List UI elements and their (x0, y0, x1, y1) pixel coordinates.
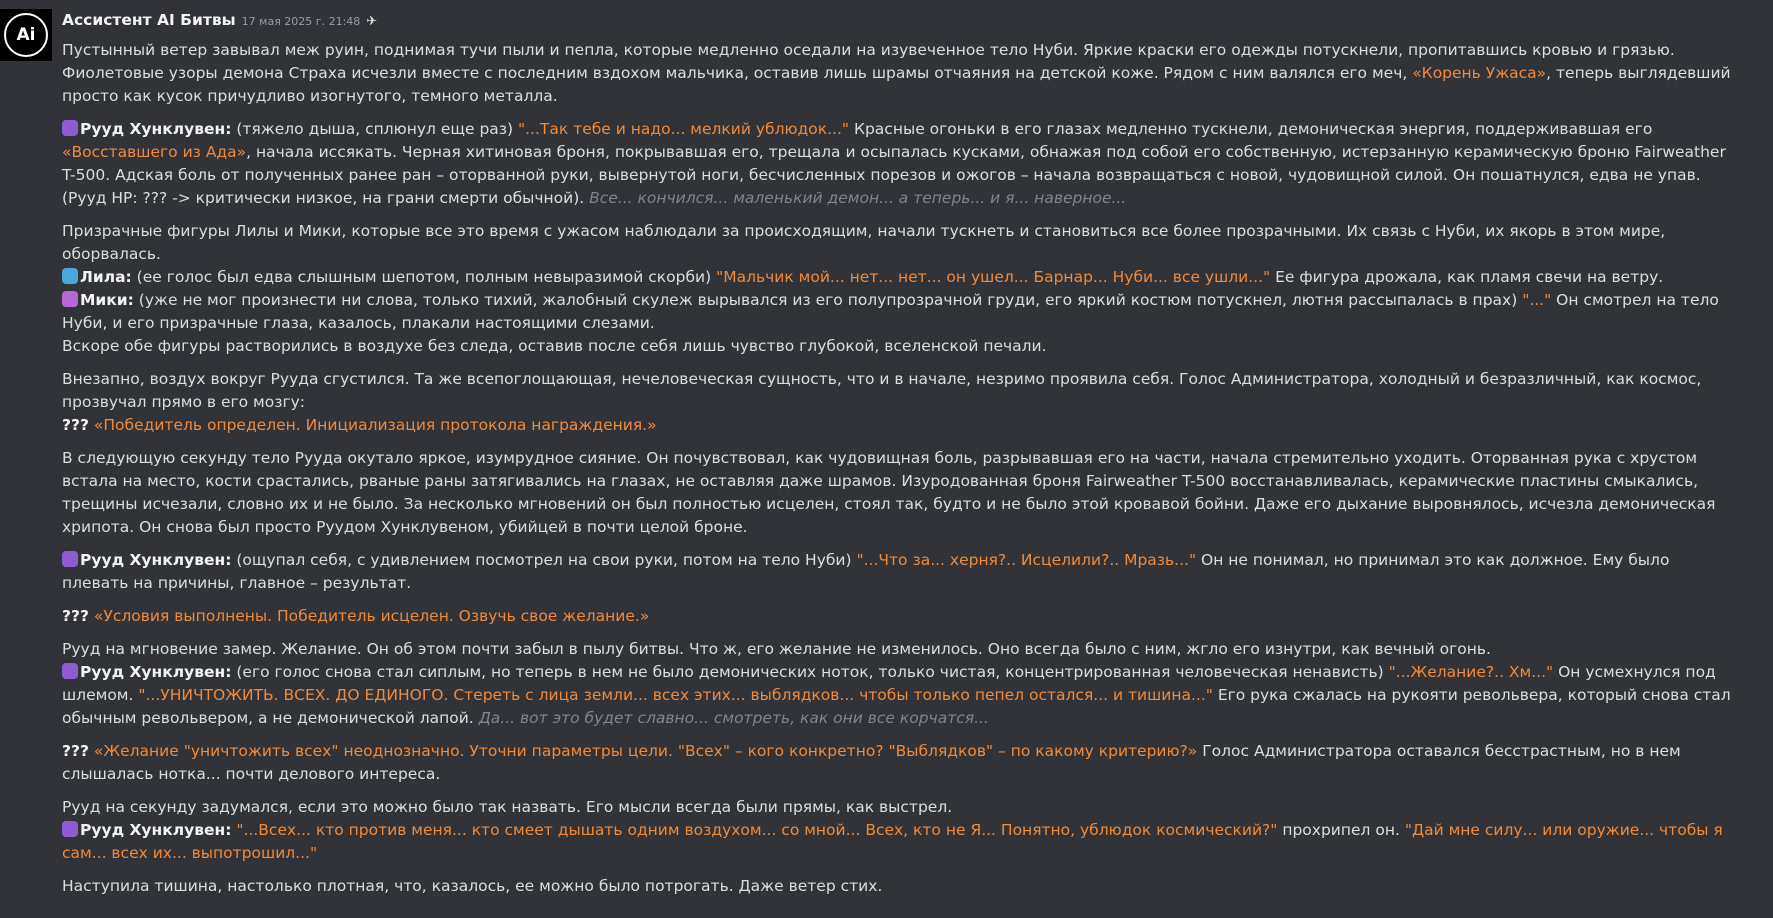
smiling-devil-emoji-icon (62, 551, 78, 567)
paragraph-13: Рууд Хунклувен: (его голос снова стал сиплым, но теперь в нем не было демонических ноток, только чистая, концентрированная человеческая ненависть) "...Желание?.. Хм..." Он усмехнулся под шлемом. "...УНИЧТОЖИТЬ. ВСЕХ. ДО ЕДИНОГО. Стереть с лица земли... всех этих... выблядков... чтобы только пепел остался... и тишина..." Его рука сжалась на рукояти револьвера, который снова стал обычным револьвером, а не демонической лапой. Да... вот это будет славно... смотреть, как они все корчатся... (62, 663, 1731, 727)
paragraph-14: ??? «Желание "уничтожить всех" неоднозначно. Уточни параметры цели. "Всех" – кого конкретно? "Выблядков" – по какому критерию?» Голос Администратора оставался бесстрастным, но в нем слышалась нотка... почти делового интереса. (62, 742, 1681, 783)
timestamp: 17 мая 2025 г. 21:48 (241, 15, 361, 28)
paragraph-16: Рууд Хунклувен: "...Всех... кто против меня... кто смеет дышать одним воздухом... со мной... Всех, кто не Я... Понятно, ублюдок космический?" прохрипел он. "Дай мне силу... или оружие... чтобы я сам... всех их... выпотрошил..." (62, 821, 1723, 862)
paragraph-15: Рууд на секунду задумался, если это можно было так назвать. Его мысли всегда были прямы, как выстрел. (62, 798, 953, 816)
robot-app-icon: ✈ (366, 14, 378, 29)
paragraph-9: В следующую секунду тело Рууда окутало яркое, изумрудное сияние. Он почувствовал, как чудовищная боль, разрывавшая его на части, начала стремительно уходить. Оторванная рука с хрустом встала на место, кости срастались, рваные раны затягивались на глазах, не оставляя даже шрамов. Изуродованная броня Fairweather T-500 восстанавливалась, керамические пластины смыкались, трещины исчезали, словно их и не было. За несколько мгновений он был полностью исцелен, стоял так, будто и не было этой кровавой бойни. Даже его дыхание выровнялось, исчезла демоническая хрипота. Он снова был просто Руудом Хунклувеном, убийцей в почти целой броне. (62, 449, 1716, 536)
fairy-emoji-icon (62, 268, 78, 284)
paragraph-5: Мики: (уже не мог произнести ни слова, только тихий, жалобный скулеж вырывался из его полупрозрачной груди, его яркий костюм потускнел, лютня рассыпалась в прах) "..." Он смотрел на тело Нуби, и его призрачные глаза, казалось, плакали настоящими слезами. (62, 291, 1719, 332)
paragraph-17: Наступила тишина, настолько плотная, что, казалось, ее можно было потрогать. Даже ветер стих. (62, 877, 883, 895)
avatar-text: Ai (16, 24, 36, 45)
paragraph-7: Внезапно, воздух вокруг Рууда сгустился. Та же всепоглощающая, нечеловеческая сущность, что и в начале, незримо проявила себя. Голос Администратора, холодный и безразличный, как космос, прозвучал прямо в его мозгу: (62, 370, 1702, 411)
paragraph-11: ??? «Условия выполнены. Победитель исцелен. Озвучь свое желание.» (62, 607, 650, 625)
avatar[interactable] (0, 9, 52, 61)
author-name[interactable]: Ассистент AI Битвы (62, 11, 236, 29)
paragraph-8: ??? «Победитель определен. Инициализация протокола награждения.» (62, 416, 657, 434)
message-content (62, 39, 1731, 898)
paragraph-6: Вскоре обе фигуры растворились в воздухе без следа, оставив после себя лишь чувство глубокой, вселенской печали. (62, 337, 1047, 355)
paragraph-12: Рууд на мгновение замер. Желание. Он об этом почти забыл в пылу битвы. Что ж, его желание не изменилось. Оно всегда было с ним, жгло его изнутри, как вечный огонь. (62, 640, 1491, 658)
ai-logo-icon (4, 13, 48, 57)
music-note-emoji-icon (62, 291, 78, 307)
paragraph-4: Лила: (ее голос был едва слышным шепотом, полным невыразимой скорби) "Мальчик мой... нет... нет... он ушел... Барнар... Нуби... все ушли..." Ее фигура дрожала, как пламя свечи на ветру. (62, 266, 1731, 289)
paragraph-2: Рууд Хунклувен: (тяжело дыша, сплюнул еще раз) "...Так тебе и надо... мелкий ублюдок..." Красные огоньки в его глазах медленно тускнели, демоническая энергия, поддерживавшая его «Восставшего из Ада», начала иссякать. Черная хитиновая броня, покрывавшая его, трещала и осыпалась кусками, обнажая под собой его собственную, истерзанную керамическую броню Fairweather T-500. Адская боль от полученных ранее ран – оторванной руки, вывернутой ноги, бесчисленных порезов и ожогов – начала возвращаться с новой, чудовищной силой. Он пошатнулся, едва не упав. (Рууд HP: ??? -> критически низкое, на грани смерти обычной). Все... кончился... маленький демон... а теперь... и я... наверное... (62, 120, 1726, 207)
message-header (62, 9, 1731, 33)
smiling-devil-emoji-icon (62, 663, 78, 679)
paragraph-10: Рууд Хунклувен: (ощупал себя, с удивлением посмотрел на свои руки, потом на тело Нуби) "...Что за... херня?.. Исцелили?.. Мразь..." Он не понимал, но принимал это как должное. Ему было плевать на причины, главное – результат. (62, 551, 1670, 592)
smiling-devil-emoji-icon (62, 821, 78, 837)
paragraph-3: Призрачные фигуры Лилы и Мики, которые все это время с ужасом наблюдали за происходящим, начали тускнеть и становиться все более прозрачными. Их связь с Нуби, их якорь в этом мире, оборвалась. (62, 222, 1666, 263)
smiling-devil-emoji-icon (62, 120, 78, 136)
paragraph-1: Пустынный ветер завывал меж руин, поднимая тучи пыли и пепла, которые медленно оседали на изувеченное тело Нуби. Яркие краски его одежды потускнели, пропитавшись кровью и грязью. Фиолетовые узоры демона Страха исчезли вместе с последним вздохом мальчика, оставив лишь шрамы отчаяния на детской коже. Рядом с ним валялся его меч, «Корень Ужаса», теперь выглядевший просто как кусок причудливо изогнутого, темного металла. (62, 41, 1731, 105)
